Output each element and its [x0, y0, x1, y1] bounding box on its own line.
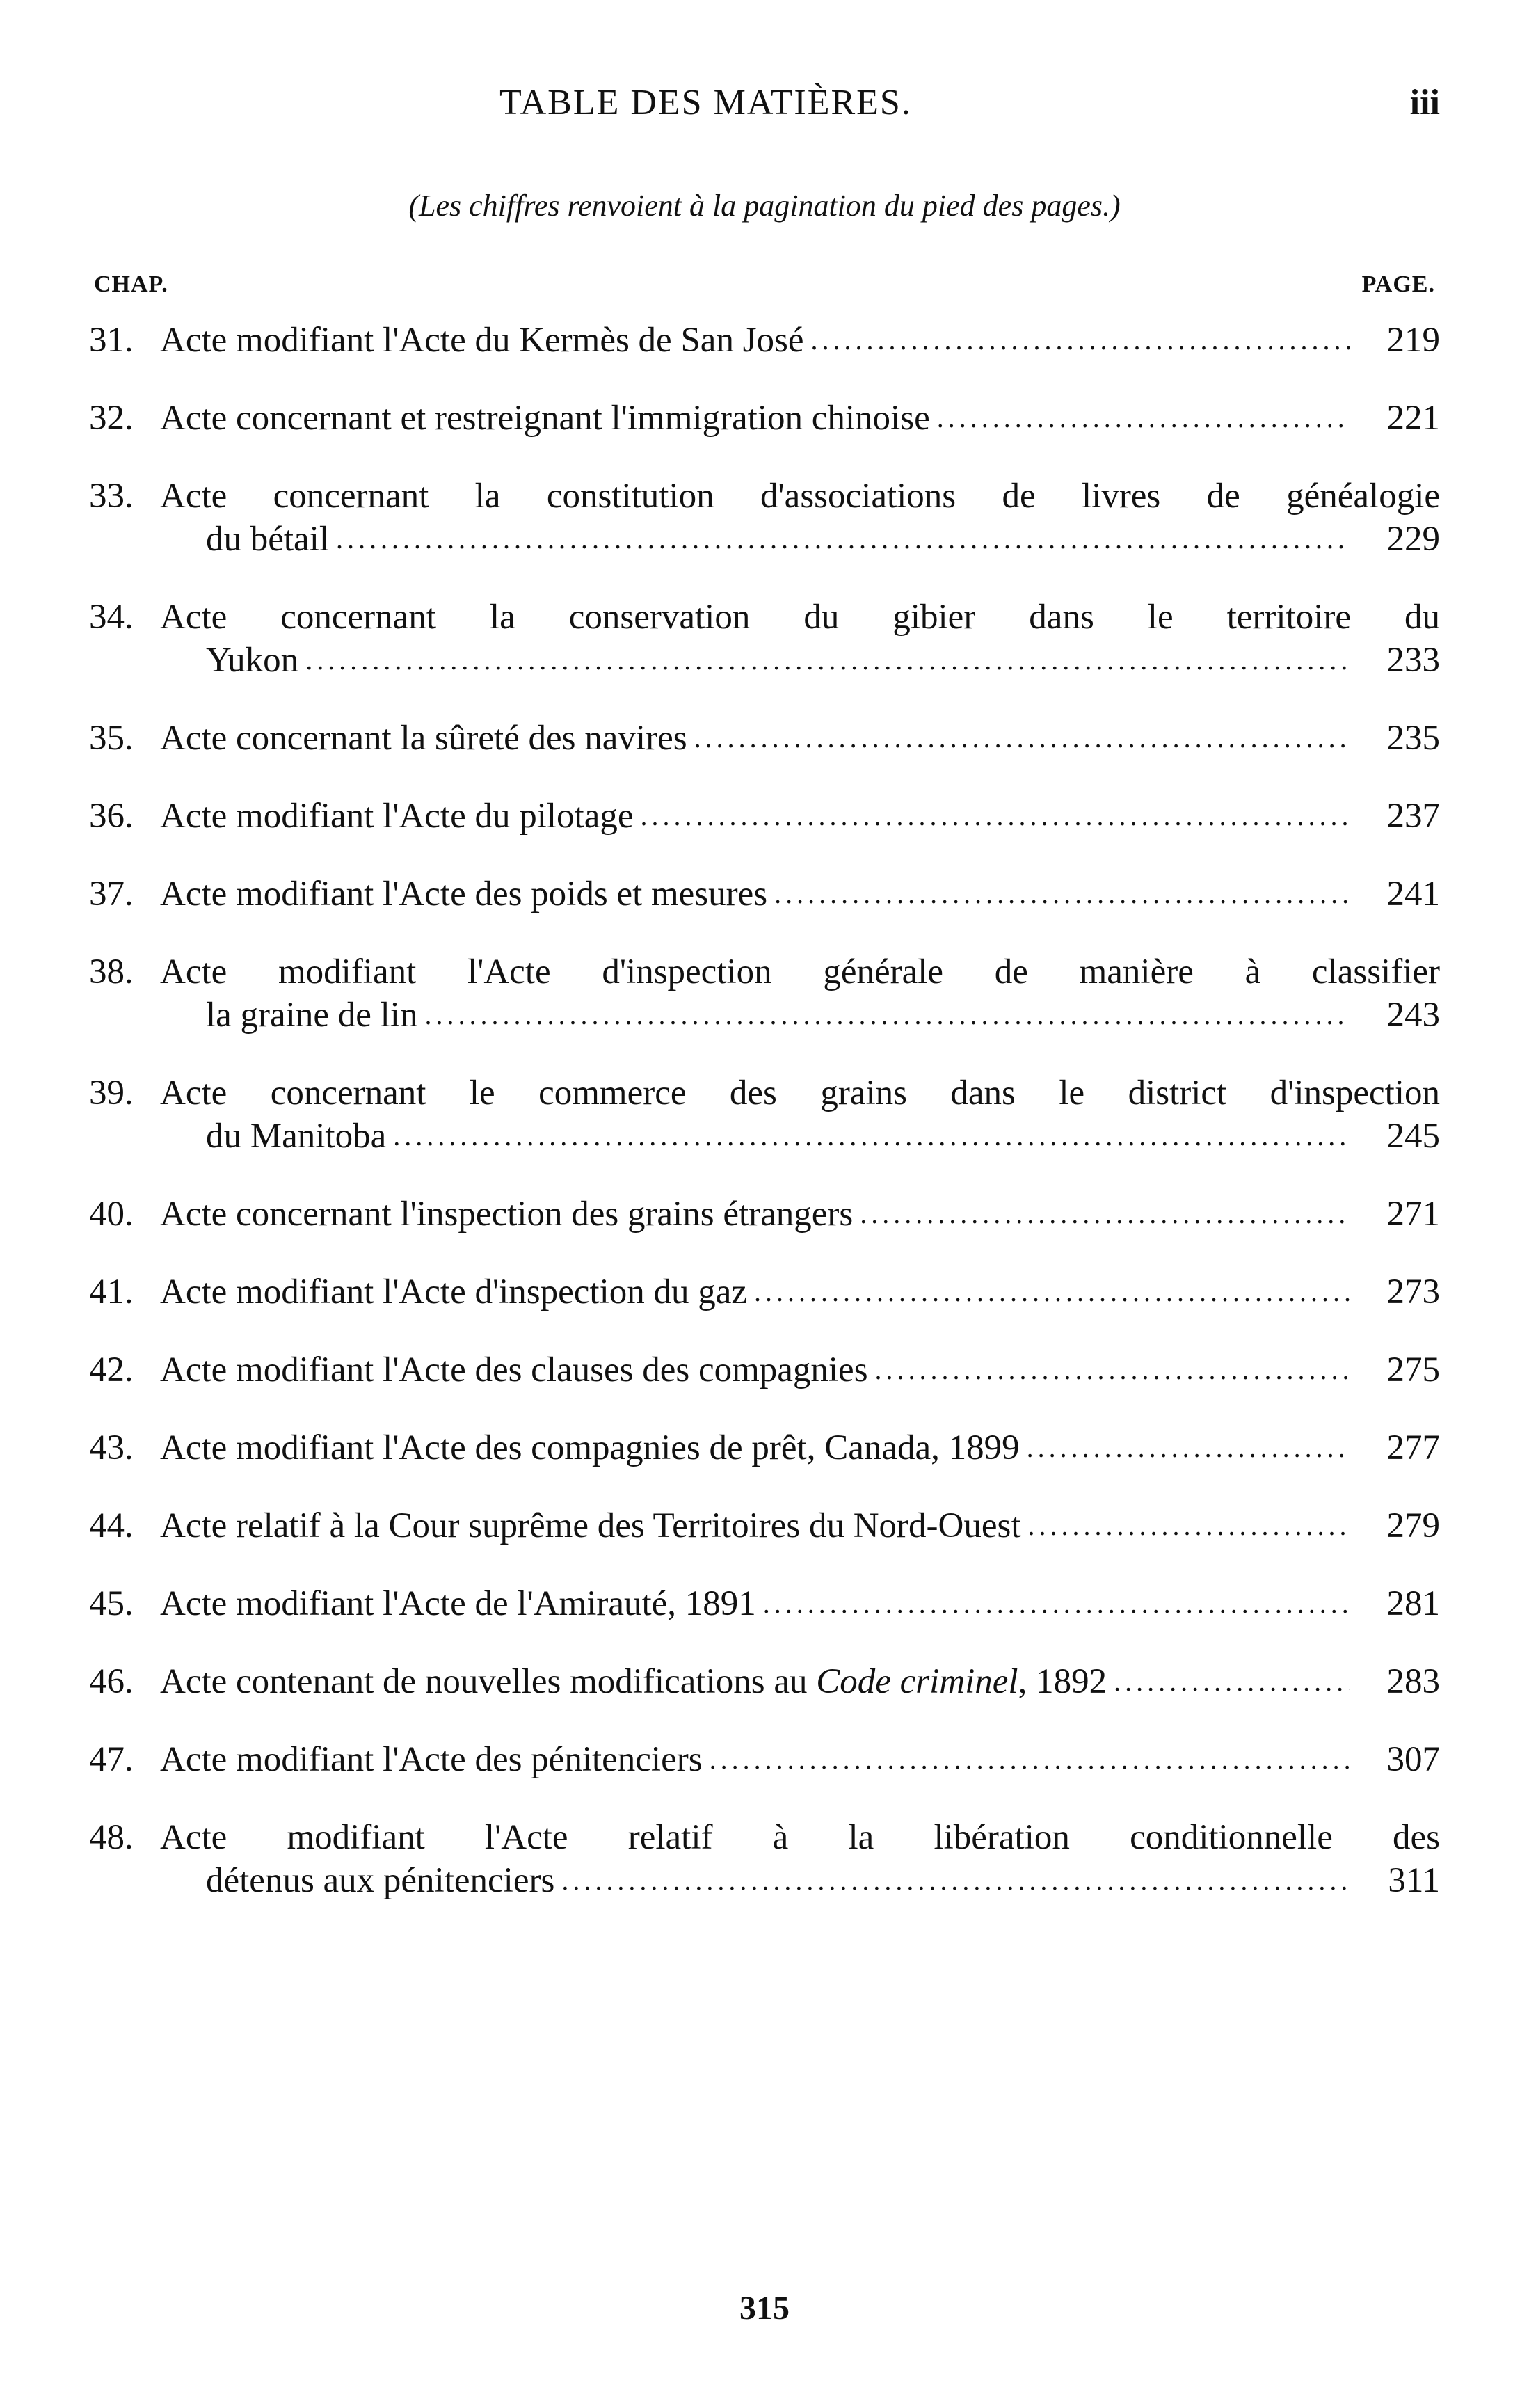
chapter-number: 48. [89, 1818, 134, 1857]
toc-entry [89, 1504, 1440, 1547]
entry-title-continuation: Yukon [206, 641, 299, 680]
dot-leader [763, 1582, 1350, 1625]
entry-title: Acte modifiant l'Acte des compagnies de prêt, Canada, 1899 [160, 1428, 1020, 1467]
dot-leader [774, 872, 1350, 916]
dot-leader [875, 1348, 1350, 1392]
chapter-number: 39. [89, 1074, 134, 1113]
page-title: TABLE DES MATIÈRES. [499, 83, 912, 122]
toc-entry [89, 1426, 1440, 1469]
entry-title: Acte modifiant l'Acte des pénitenciers [160, 1740, 703, 1779]
entry-title: Acte modifiant l'Acte d'inspection du gaz [160, 1273, 748, 1311]
page-reference: 237 [1386, 797, 1440, 836]
entry-title-continuation: la graine de lin [206, 996, 418, 1035]
toc-entry [89, 475, 1440, 561]
dot-leader [710, 1738, 1350, 1781]
entry-title: Acte modifiant l'Acte du pilotage [160, 797, 634, 836]
toc-entry [89, 1738, 1440, 1781]
page-reference: 281 [1386, 1584, 1440, 1623]
page-reference: 279 [1386, 1506, 1440, 1545]
dot-leader [305, 639, 1350, 682]
toc-entry [89, 1582, 1440, 1625]
entry-title-italic: Code criminel [816, 1662, 1018, 1701]
dot-leader [937, 397, 1350, 440]
entry-title-wrap [160, 1660, 1107, 1703]
toc-entry [89, 596, 1440, 682]
page-reference: 233 [1386, 641, 1440, 680]
dot-leader [1027, 1426, 1350, 1469]
page-reference: 277 [1386, 1428, 1440, 1467]
entry-title-continuation: détenus aux pénitenciers [206, 1861, 555, 1900]
chapter-number: 44. [89, 1506, 134, 1545]
toc-entry [89, 319, 1440, 362]
entry-title: Acte modifiant l'Acte des clauses des compagnies [160, 1350, 868, 1389]
chapter-number: 37. [89, 875, 134, 914]
entry-title: Acte modifiant l'Acte de l'Amirauté, 1891 [160, 1584, 756, 1623]
toc-entry [89, 1660, 1440, 1703]
toc-entry [89, 1270, 1440, 1314]
entry-title: Acte concernant la constitution d'associations de livres de généalogie [160, 477, 1440, 516]
chapter-number: 40. [89, 1195, 134, 1234]
entry-title: Acte concernant le commerce des grains dans le district d'inspection [160, 1074, 1440, 1113]
entry-title: Acte modifiant l'Acte du Kermès de San José [160, 321, 804, 360]
toc-entry [89, 872, 1440, 916]
page-reference: 311 [1388, 1861, 1440, 1900]
dot-leader [393, 1115, 1350, 1158]
dot-leader [1028, 1504, 1350, 1547]
dot-leader [561, 1859, 1350, 1902]
entry-title: Acte modifiant l'Acte d'inspection générale de manière à classifier [160, 952, 1440, 991]
chapter-number: 31. [89, 321, 134, 360]
dot-leader [811, 319, 1350, 362]
entry-title: Acte contenant de nouvelles modifications au [160, 1662, 808, 1701]
page-reference: 283 [1386, 1662, 1440, 1701]
entry-title: Acte concernant la conservation du gibier dans le territoire du [160, 598, 1440, 637]
toc-entry [89, 397, 1440, 440]
chapter-number: 32. [89, 399, 134, 438]
dot-leader [860, 1193, 1350, 1236]
dot-leader [694, 717, 1350, 760]
roman-page-number: iii [1409, 83, 1440, 122]
page-reference: 271 [1386, 1195, 1440, 1234]
dot-leader [754, 1270, 1350, 1314]
toc-entry [89, 1071, 1440, 1158]
toc-entry [89, 950, 1440, 1037]
chapter-number: 47. [89, 1740, 134, 1779]
dot-leader [640, 795, 1350, 838]
page-reference: 275 [1386, 1350, 1440, 1389]
running-head [0, 82, 1529, 138]
dot-leader [424, 994, 1350, 1037]
chapter-number: 33. [89, 477, 134, 516]
dot-leader [336, 518, 1350, 561]
chapter-number: 34. [89, 598, 134, 637]
page-reference: 273 [1386, 1273, 1440, 1311]
page-reference: 241 [1386, 875, 1440, 914]
chapter-number: 46. [89, 1662, 134, 1701]
entry-title: Acte concernant l'inspection des grains étrangers [160, 1195, 854, 1234]
page-reference: 229 [1386, 520, 1440, 559]
page-reference: 221 [1386, 399, 1440, 438]
pagination-note: (Les chiffres renvoient à la pagination du pied des pages.) [408, 189, 1121, 223]
entry-title: Acte modifiant l'Acte des poids et mesures [160, 875, 768, 914]
chapter-number: 42. [89, 1350, 134, 1389]
toc-entry [89, 717, 1440, 760]
entry-title-continuation: du bétail [206, 520, 330, 559]
chapter-number: 41. [89, 1273, 134, 1311]
chapter-number: 43. [89, 1428, 134, 1467]
page-number: 315 [739, 2290, 790, 2327]
toc-entry [89, 795, 1440, 838]
dot-leader [1114, 1660, 1350, 1703]
entry-title-tail: , 1892 [1018, 1662, 1107, 1701]
entry-title-continuation: du Manitoba [206, 1117, 387, 1156]
table-of-contents [89, 319, 1440, 1902]
entry-title: Acte concernant la sûreté des navires [160, 719, 687, 758]
column-header-chapter: CHAP. [94, 271, 168, 297]
toc-entry [89, 1816, 1440, 1902]
chapter-number: 36. [89, 797, 134, 836]
page-reference: 243 [1386, 996, 1440, 1035]
page-reference: 219 [1386, 321, 1440, 360]
chapter-number: 35. [89, 719, 134, 758]
page-reference: 235 [1386, 719, 1440, 758]
page-reference: 307 [1386, 1740, 1440, 1779]
entry-title: Acte modifiant l'Acte relatif à la libération conditionnelle des [160, 1818, 1440, 1857]
toc-entry [89, 1348, 1440, 1392]
toc-entry [89, 1193, 1440, 1236]
column-header-page: PAGE. [1361, 271, 1435, 297]
chapter-number: 38. [89, 952, 134, 991]
entry-title: Acte concernant et restreignant l'immigration chinoise [160, 399, 930, 438]
entry-title: Acte relatif à la Cour suprême des Territoires du Nord-Ouest [160, 1506, 1021, 1545]
page-reference: 245 [1386, 1117, 1440, 1156]
chapter-number: 45. [89, 1584, 134, 1623]
